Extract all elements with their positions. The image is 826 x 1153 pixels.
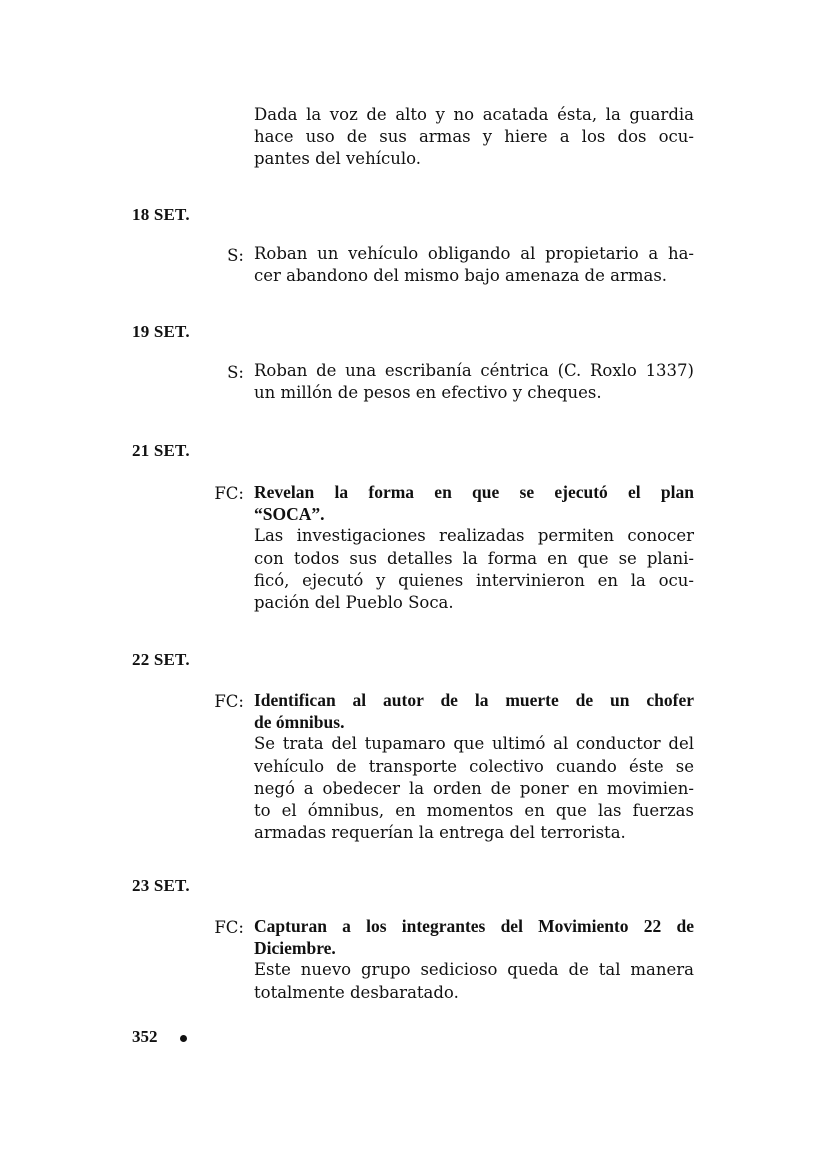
headline-line: “SOCA”. bbox=[254, 504, 325, 525]
entry-source: FC: bbox=[214, 484, 244, 503]
text-line: Las investigaciones realizadas permiten conocer bbox=[254, 526, 694, 546]
headline-line: de ómnibus. bbox=[254, 712, 345, 733]
text-line: pación del Pueblo Soca. bbox=[254, 593, 454, 613]
entry-body bbox=[254, 243, 694, 287]
headline-line: Revelan la forma en que se ejecutó el plan bbox=[254, 482, 694, 502]
text-line: negó a obedecer la orden de poner en movimien- bbox=[254, 778, 694, 798]
text-line: ficó, ejecutó y quienes intervinieron en la ocu- bbox=[254, 570, 694, 590]
text-line: Este nuevo grupo sedicioso queda de tal manera bbox=[254, 960, 694, 980]
text-line: Roban de una escribanía céntrica (C. Roxlo 1337) bbox=[254, 361, 694, 380]
text-line: vehículo de transporte colectivo cuando éste se bbox=[254, 756, 694, 776]
entry-date: 23 SET. bbox=[132, 876, 190, 895]
entry-source: FC: bbox=[214, 692, 244, 711]
text-line: pantes del vehículo. bbox=[254, 149, 422, 169]
text-line: un millón de pesos en efectivo y cheques. bbox=[254, 383, 602, 403]
headline-line: Identifican al autor de la muerte de un chofer bbox=[254, 690, 694, 710]
text-line: Se trata del tupamaro que ultimó al conductor del bbox=[254, 734, 694, 754]
entry-body bbox=[254, 689, 694, 844]
entry-body bbox=[254, 360, 694, 404]
headline-line: Capturan a los integrantes del Movimiento 22 de bbox=[254, 916, 694, 936]
text-line: to el ómnibus, en momentos en que las fuerzas bbox=[254, 801, 694, 821]
entry-date: 19 SET. bbox=[132, 322, 190, 341]
headline-line: Diciembre. bbox=[254, 938, 336, 959]
bullet-dot-icon bbox=[180, 1035, 187, 1042]
text-line: hace uso de sus armas y hiere a los dos ocu- bbox=[254, 127, 694, 147]
entry-source: S: bbox=[227, 246, 244, 265]
text-line: con todos sus detalles la forma en que se plani- bbox=[254, 548, 694, 568]
text-line: totalmente desbaratado. bbox=[254, 982, 459, 1002]
entry-source: FC: bbox=[214, 918, 244, 937]
text-line: armadas requerían la entrega del terrorista. bbox=[254, 823, 626, 843]
text-line: cer abandono del mismo bajo amenaza de armas. bbox=[254, 266, 668, 286]
entry-date: 22 SET. bbox=[132, 650, 190, 669]
entry-source: S: bbox=[227, 363, 244, 382]
entry-date: 21 SET. bbox=[132, 441, 190, 460]
page-number-text: 352 bbox=[132, 1027, 158, 1046]
text-line: Dada la voz de alto y no acatada ésta, la guardia bbox=[254, 105, 694, 124]
continuation-paragraph bbox=[254, 104, 694, 171]
entry-date: 18 SET. bbox=[132, 205, 190, 224]
page-number bbox=[132, 1027, 187, 1047]
entry-body bbox=[254, 481, 694, 614]
entry-body bbox=[254, 915, 694, 1004]
text-line: Roban un vehículo obligando al propietario a ha- bbox=[254, 244, 694, 263]
